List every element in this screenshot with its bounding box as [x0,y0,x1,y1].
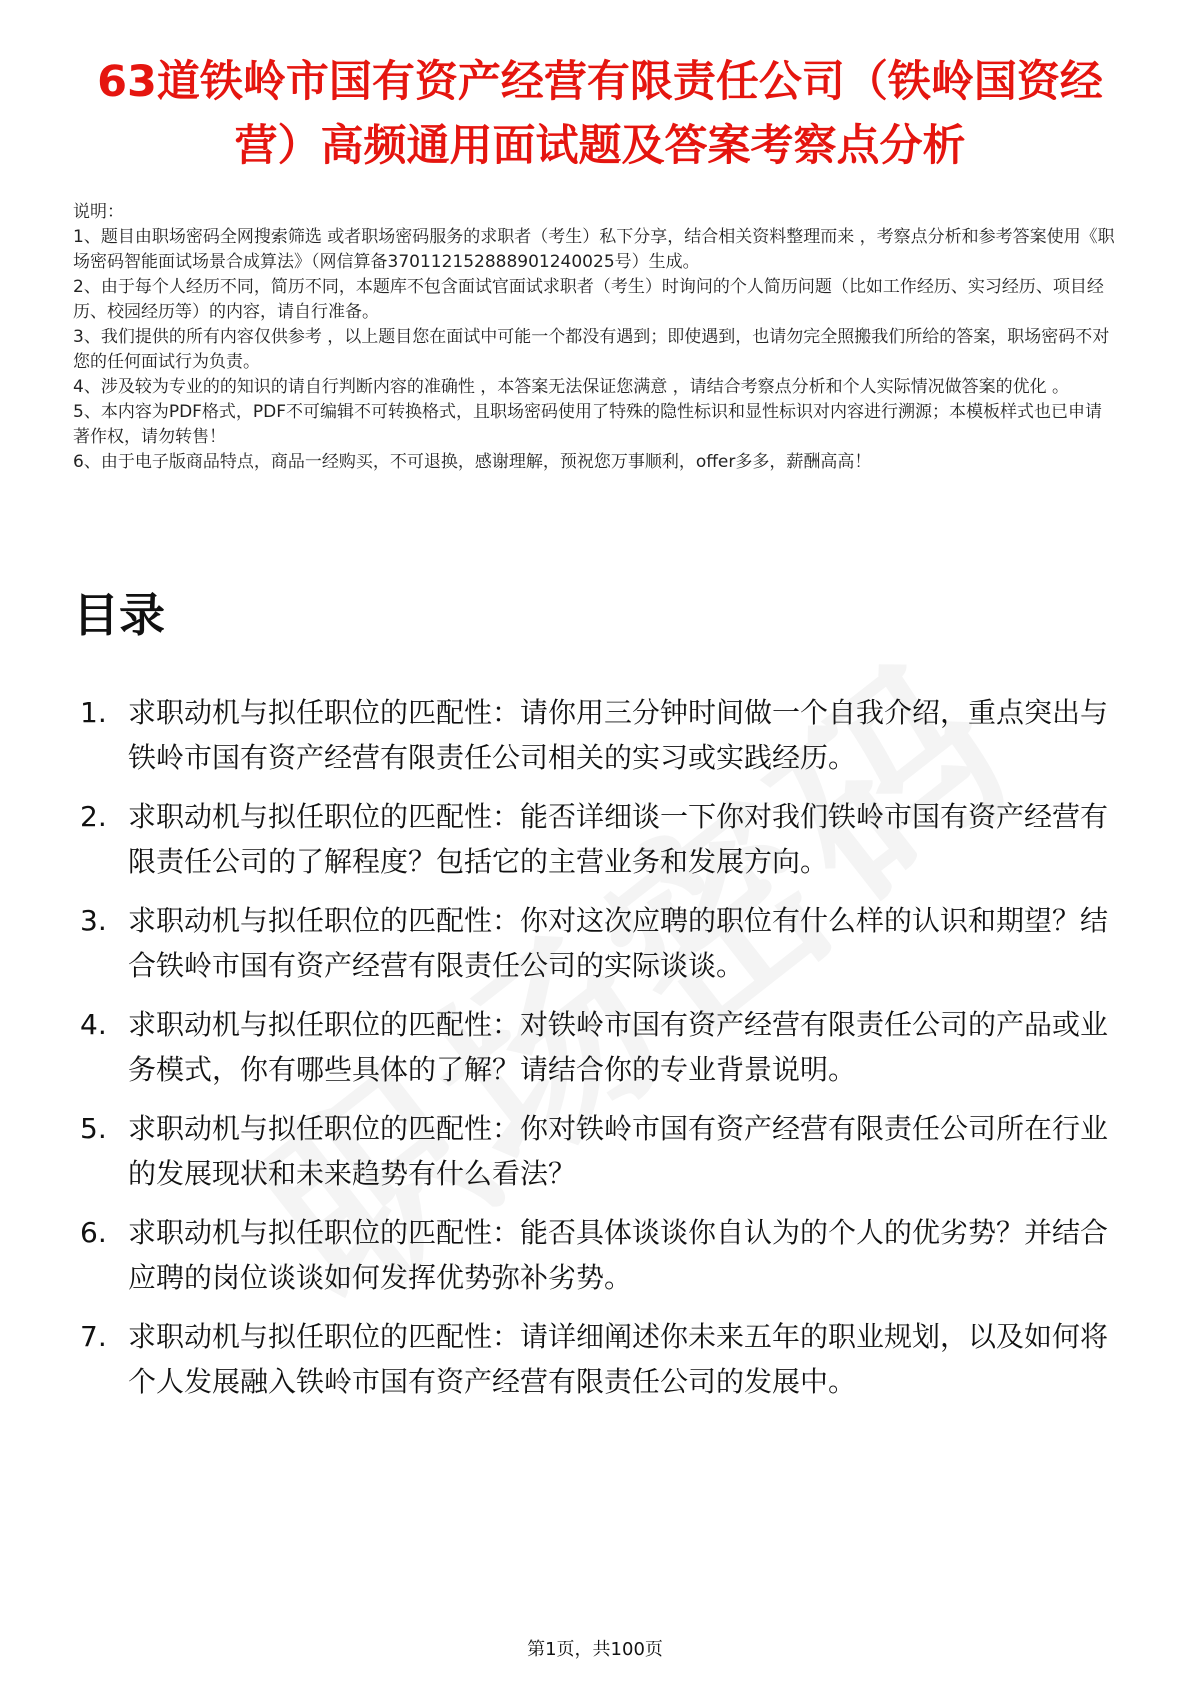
note-item-6: 6、由于电子版商品特点，商品一经购买，不可退换，感谢理解，预祝您万事顺利，offer多多，薪酬高高！ [73,452,872,472]
toc-item-text: 求职动机与拟任职位的匹配性：你对这次应聘的职位有什么样的认识和期望？结合铁岭市国有资产经营有限责任公司的实际谈谈。 [128,904,1109,982]
page-number-footer: 第1页，共100页 [527,1639,663,1660]
note-item-4: 4、涉及较为专业的的知识的请自行判断内容的准确性 ，本答案无法保证您满意 ，请结合考察点分析和个人实际情况做答案的优化 。 [73,377,1070,397]
toc-item-number: 1. [80,696,107,729]
toc-item-text: 求职动机与拟任职位的匹配性：请详细阐述你未来五年的职业规划，以及如何将个人发展融入铁岭市国有资产经营有限责任公司的发展中。 [128,1320,1109,1398]
toc-item-number: 6. [80,1216,107,1249]
toc-item-number: 7. [80,1320,107,1353]
toc-item[interactable] [73,690,1123,780]
toc-item-text: 求职动机与拟任职位的匹配性：对铁岭市国有资产经营有限责任公司的产品或业务模式，你有哪些具体的了解？请结合你的专业背景说明。 [128,1008,1109,1086]
toc-item-text: 求职动机与拟任职位的匹配性：请你用三分钟时间做一个自我介绍，重点突出与铁岭市国有资产经营有限责任公司相关的实习或实践经历。 [128,696,1109,774]
toc-item[interactable] [73,794,1123,884]
toc-heading: 目录 [73,588,165,642]
toc-item-number: 5. [80,1112,107,1145]
note-item-5: 5、本内容为PDF格式，PDF不可编辑不可转换格式，且职场密码使用了特殊的隐性标识和显性标识对内容进行溯源；本模板样式也已申请著作权，请勿转售！ [73,402,1103,447]
toc-item-number: 4. [80,1008,107,1041]
toc-item[interactable] [73,1314,1123,1404]
note-item-3: 3、我们提供的所有内容仅供参考 ，以上题目您在面试中可能一个都没有遇到；即使遇到，也请勿完全照搬我们所给的答案，职场密码不对您的任何面试行为负责。 [73,327,1110,372]
toc-item[interactable] [73,1002,1123,1092]
toc-item-text: 求职动机与拟任职位的匹配性：能否详细谈一下你对我们铁岭市国有资产经营有限责任公司的了解程度？包括它的主营业务和发展方向。 [128,800,1109,878]
toc-item-number: 3. [80,904,107,937]
toc-list [73,690,1123,1418]
toc-item[interactable] [73,898,1123,988]
document-title: 63道铁岭市国有资产经营有限责任公司（铁岭国资经营）高频通用面试题及答案考察点分析 [97,57,1103,171]
notes-heading: 说明： [73,202,124,222]
notes-section [73,200,1118,475]
note-item-2: 2、由于每个人经历不同，简历不同，本题库不包含面试官面试求职者（考生）时询问的个人简历问题（比如工作经历、实习经历、项目经历、校园经历等）的内容，请自行准备。 [73,277,1104,322]
toc-item[interactable] [73,1210,1123,1300]
toc-item-number: 2. [80,800,107,833]
note-item-1: 1、题目由职场密码全网搜索筛选 或者职场密码服务的求职者（考生）私下分享，结合相关资料整理而来 ，考察点分析和参考答案使用《职场密码智能面试场景合成算法》（网信算备370112152888901240025号）生成。 [73,227,1115,272]
toc-item[interactable] [73,1106,1123,1196]
toc-item-text: 求职动机与拟任职位的匹配性：能否具体谈谈你自认为的个人的优劣势？并结合应聘的岗位谈谈如何发挥优势弥补劣势。 [128,1216,1109,1294]
toc-item-text: 求职动机与拟任职位的匹配性：你对铁岭市国有资产经营有限责任公司所在行业的发展现状和未来趋势有什么看法？ [128,1112,1109,1190]
